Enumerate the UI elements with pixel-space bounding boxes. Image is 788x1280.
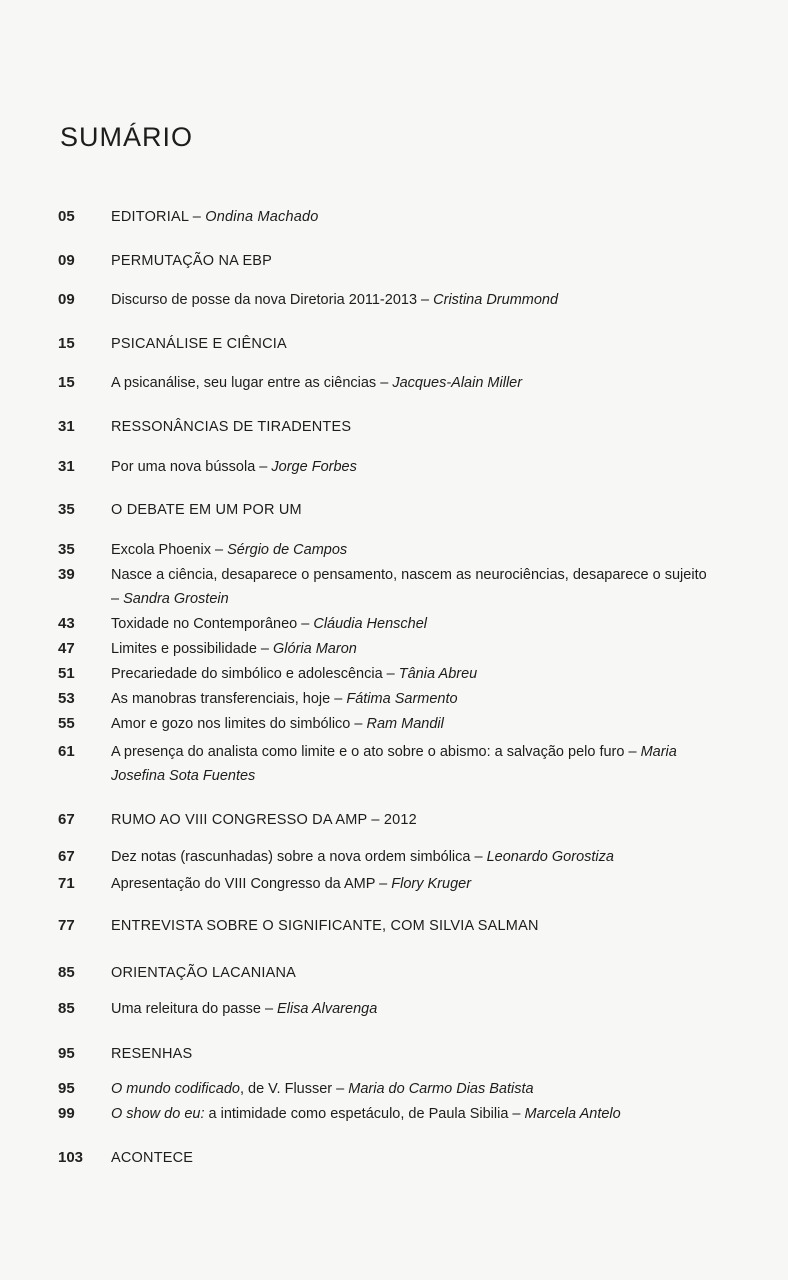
section-title <box>111 961 711 985</box>
entry-title <box>111 712 711 736</box>
page-number: 71 <box>58 875 75 892</box>
page-number: 85 <box>58 1000 75 1017</box>
entry-text: Precariedade do simbólico e adolescência <box>111 666 383 682</box>
entry-text: ENTREVISTA SOBRE O SIGNIFICANTE, COM SILVIA SALMAN <box>111 918 539 934</box>
entry-title <box>111 538 711 562</box>
author-name: Sandra Grostein <box>123 591 229 607</box>
author-name: Jorge Forbes <box>271 459 357 475</box>
page-number: 31 <box>58 458 75 475</box>
dash-separator: – <box>375 876 392 892</box>
entry-text: PSICANÁLISE E CIÊNCIA <box>111 336 287 352</box>
entry-text: , de V. Flusser <box>239 1081 333 1097</box>
entry-text: Uma releitura do passe <box>111 1001 261 1017</box>
dash-separator: – <box>376 375 393 391</box>
page-number: 67 <box>58 848 75 865</box>
section-title <box>111 914 711 938</box>
page-number: 95 <box>58 1080 75 1097</box>
page-number: 61 <box>58 743 75 760</box>
entry-text: O DEBATE EM UM POR UM <box>111 502 302 518</box>
author-name: Maria Josefina Sota Fuentes <box>111 744 677 784</box>
page-number: 95 <box>58 1045 75 1062</box>
entry-title <box>111 563 711 611</box>
entry-text: A presença do analista como limite e o ato sobre o abismo: a salvação pelo furo <box>111 744 625 760</box>
entry-text: Amor e gozo nos limites do simbólico <box>111 716 351 732</box>
entry-title <box>111 637 711 661</box>
page-number: 39 <box>58 566 75 583</box>
entry-title <box>111 997 711 1021</box>
dash-separator: – <box>255 459 272 475</box>
dash-separator: – <box>350 716 367 732</box>
section-title <box>111 498 711 522</box>
dash-separator: – <box>470 849 487 865</box>
entry-text: Toxidade no Contemporâneo <box>111 616 298 632</box>
dash-separator: – <box>417 292 434 308</box>
book-title: O show do eu: <box>111 1106 205 1122</box>
section-title <box>111 808 711 832</box>
dash-separator: – <box>111 591 124 607</box>
dash-separator: – <box>256 641 274 657</box>
author-name: Tânia Abreu <box>398 666 478 682</box>
author-name: Cristina Drummond <box>433 292 559 308</box>
page-number: 35 <box>58 501 75 518</box>
page-number: 55 <box>58 715 75 732</box>
entry-title <box>111 845 711 869</box>
entry-title <box>111 288 711 312</box>
entry-title <box>111 872 711 896</box>
section-title <box>111 332 711 356</box>
entry-text: a intimidade como espetáculo, de Paula Sibilia <box>204 1106 509 1122</box>
author-name: Sérgio de Campos <box>227 542 348 558</box>
author-name: Leonardo Gorostiza <box>486 849 614 865</box>
dash-separator: – <box>330 691 347 707</box>
dash-separator: – <box>297 616 314 632</box>
entry-text: Excola Phoenix <box>111 542 211 558</box>
section-title <box>111 1146 711 1170</box>
dash-separator: – <box>188 209 206 225</box>
page-number: 99 <box>58 1105 75 1122</box>
entry-text: RUMO AO VIII CONGRESSO DA AMP – 2012 <box>111 812 417 828</box>
page-number: 09 <box>58 291 75 308</box>
entry-text: ORIENTAÇÃO LACANIANA <box>111 965 297 981</box>
page-number: 09 <box>58 252 75 269</box>
section-title <box>111 415 711 439</box>
entry-text: Discurso de posse da nova Diretoria 2011-2013 <box>111 292 418 308</box>
author-name: Maria do Carmo Dias Batista <box>348 1081 534 1097</box>
entry-title <box>111 1077 711 1101</box>
page-number: 15 <box>58 335 75 352</box>
entry-text: Por uma nova bússola <box>111 459 256 475</box>
section-title <box>111 249 711 273</box>
dash-separator: – <box>260 1001 278 1017</box>
book-title: O mundo codificado <box>111 1081 240 1097</box>
entry-text: Limites e possibilidade <box>111 641 257 657</box>
entry-title <box>111 612 711 636</box>
page-number: 31 <box>58 418 75 435</box>
author-name: Jacques-Alain Miller <box>392 375 523 391</box>
entry-text: RESENHAS <box>111 1046 193 1062</box>
page-number: 85 <box>58 964 75 981</box>
entry-title <box>111 1102 711 1126</box>
entry-text: A psicanálise, seu lugar entre as ciências <box>111 375 377 391</box>
entry-text: RESSONÂNCIAS DE TIRADENTES <box>111 419 352 435</box>
author-name: Fátima Sarmento <box>346 691 458 707</box>
page-number: 05 <box>58 208 75 225</box>
page-number: 103 <box>58 1149 84 1166</box>
author-name: Marcela Antelo <box>524 1106 621 1122</box>
author-name: Elisa Alvarenga <box>277 1001 378 1017</box>
author-name: Ram Mandil <box>366 716 444 732</box>
entry-title <box>111 662 711 686</box>
entry-text: ACONTECE <box>111 1150 194 1166</box>
page-number: 77 <box>58 917 75 934</box>
page-number: 43 <box>58 615 75 632</box>
section-title <box>111 205 711 229</box>
dash-separator: – <box>332 1081 349 1097</box>
entry-text: Apresentação do VIII Congresso da AMP <box>111 876 376 892</box>
entry-text: As manobras transferenciais, hoje <box>111 691 331 707</box>
entry-title <box>111 687 711 711</box>
entry-text: PERMUTAÇÃO NA EBP <box>111 253 273 269</box>
entry-text: Nasce a ciência, desaparece o pensamento, nascem as neurociências, desaparece o sujeito <box>111 567 707 583</box>
dash-separator: – <box>382 666 399 682</box>
page-number: 47 <box>58 640 75 657</box>
author-name: Flory Kruger <box>391 876 472 892</box>
dash-separator: – <box>624 744 641 760</box>
entry-title <box>111 371 711 395</box>
page-number: 51 <box>58 665 75 682</box>
entry-text: Dez notas (rascunhadas) sobre a nova ordem simbólica <box>111 849 471 865</box>
section-title <box>111 1042 711 1066</box>
entry-text: EDITORIAL <box>111 209 189 225</box>
dash-separator: – <box>210 542 228 558</box>
entry-title <box>111 740 711 788</box>
page-title: SUMÁRIO <box>60 122 194 153</box>
author-name: Glória Maron <box>273 641 357 657</box>
dash-separator: – <box>508 1106 525 1122</box>
author-name: Ondina Machado <box>205 209 319 225</box>
page-number: 35 <box>58 541 75 558</box>
page-number: 53 <box>58 690 75 707</box>
page-number: 67 <box>58 811 75 828</box>
entry-title <box>111 455 711 479</box>
author-name: Cláudia Henschel <box>313 616 427 632</box>
page-number: 15 <box>58 374 75 391</box>
